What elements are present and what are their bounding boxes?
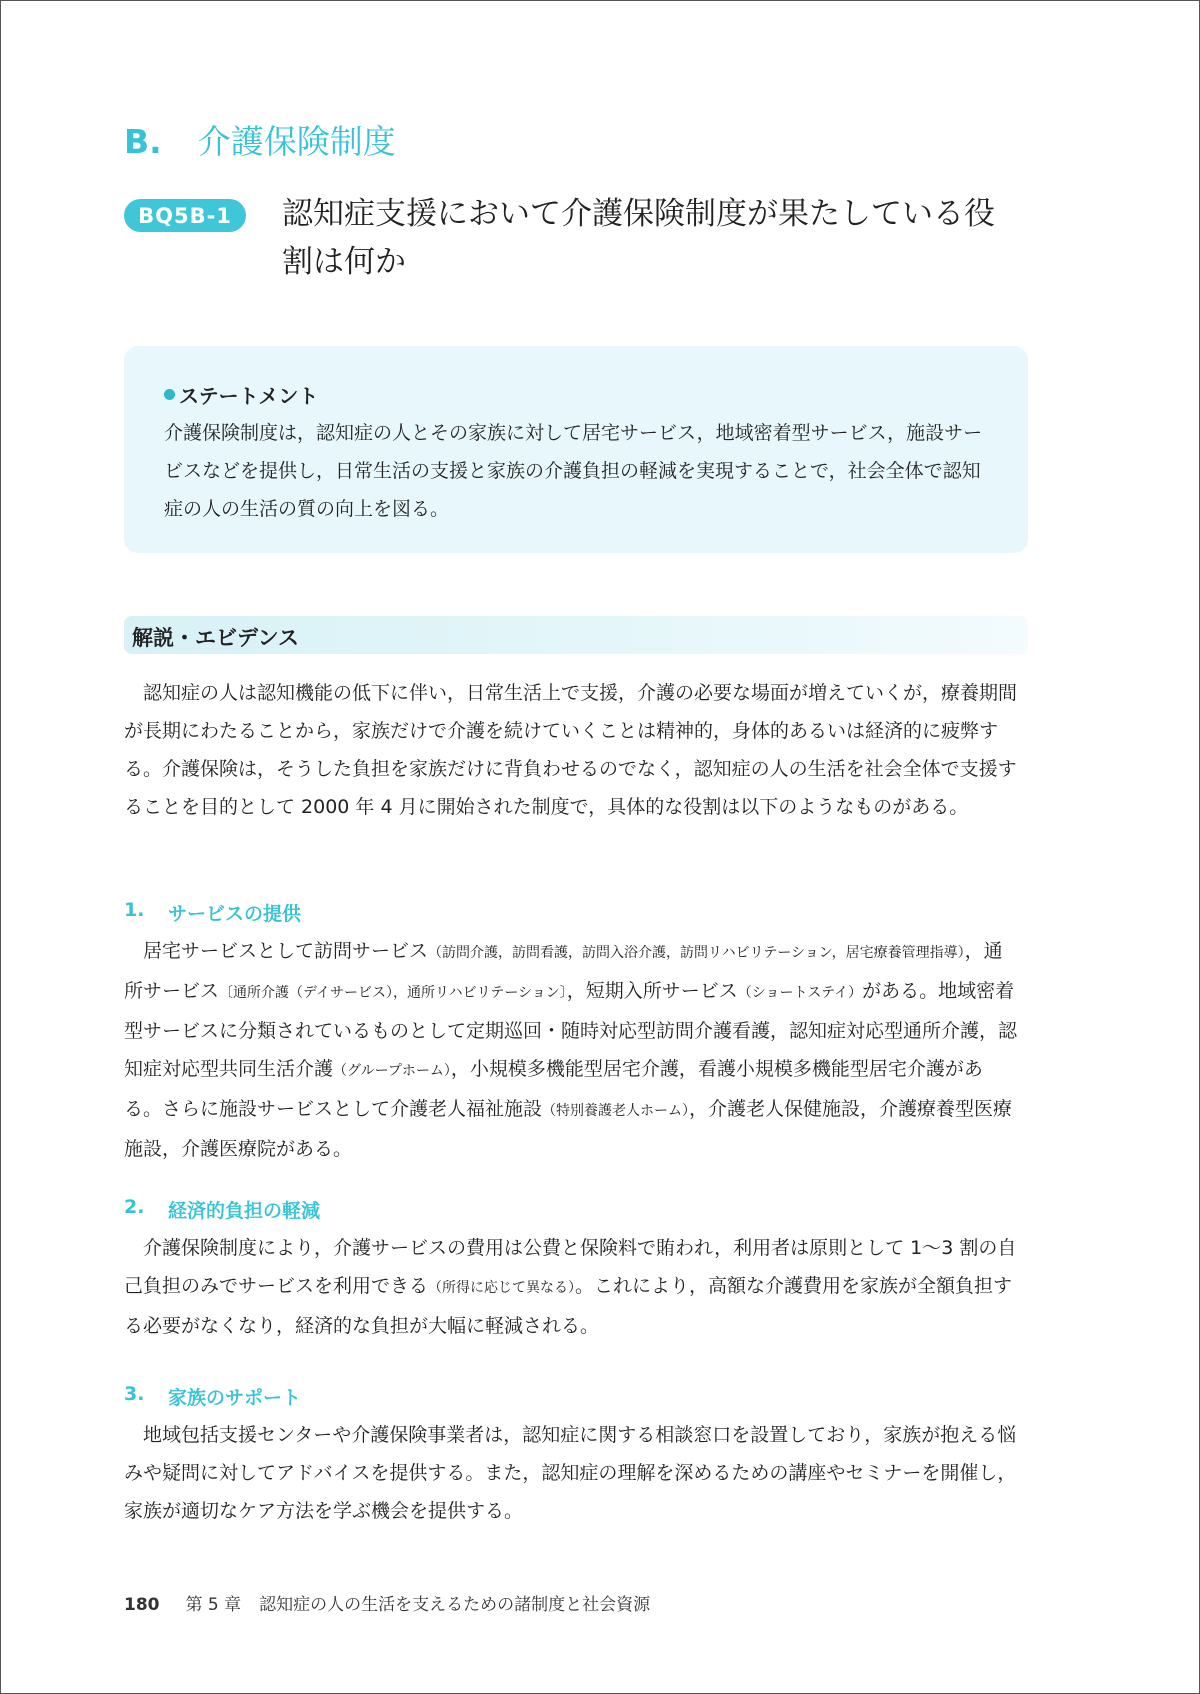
section-title: 介護保険制度: [197, 122, 396, 161]
bq-question: 認知症支援において介護保険制度が果たしている役割は何か: [282, 196, 995, 280]
item-title-2: 経済的負担の軽減: [168, 1200, 321, 1222]
item-body-2: 介護保険制度により，介護サービスの費用は公費と保険料で賄われ，利用者は原則として 1〜3 割の自己負担のみでサービスを利用できる（所得に応じて異なる）。これにより，高額な介護費用を家族が全額負担する必要がなくなり，経済的な負担が大幅に軽減される。: [124, 1237, 1017, 1337]
item-title-3: 家族のサポート: [168, 1387, 302, 1409]
item-heading-1: [124, 899, 301, 926]
item-heading-2: [124, 1196, 320, 1223]
statement-title: ステートメント: [179, 384, 319, 408]
evidence-heading-label: 解説・エビデンス: [132, 626, 299, 650]
section-heading: [124, 116, 396, 163]
item-number-1: 1.: [124, 899, 145, 921]
statement-heading: [164, 380, 318, 409]
chapter-title: 認知症の人の生活を支えるための諸制度と社会資源: [259, 1595, 651, 1615]
item-body-1: 居宅サービスとして訪問サービス（訪問介護，訪問看護，訪問入浴介護，訪問リハビリテーション，居宅療養管理指導），通所サービス〔通所介護（デイサービス），通所リハビリテーション〕，短期入所サービス（ショートステイ）がある。地域密着型サービスに分類されているものとして定期巡回・随時対応型訪問介護看護，認知症対応型通所介護，認知症対応型共同生活介護（グループホーム），小規模多機能型居宅介護，看護小規模多機能型居宅介護がある。さらに施設サービスとして介護老人福祉施設（特別養護老人ホーム），介護老人保健施設，介護療養型医療施設，介護医療院がある。: [124, 940, 1018, 1160]
item-number-2: 2.: [124, 1196, 145, 1218]
section-letter: B.: [124, 122, 162, 161]
bullet-dot-icon: [164, 389, 175, 400]
statement-text: 介護保険制度は，認知症の人とその家族に対して居宅サービス，地域密着型サービス，施設サービスなどを提供し，日常生活の支援と家族の介護負担の軽減を実現することで，社会全体で認知症の人の生活の質の向上を図る。: [164, 422, 983, 520]
evidence-intro: 認知症の人は認知機能の低下に伴い，日常生活上で支援，介護の必要な場面が増えていくが，療養期間が長期にわたることから，家族だけで介護を続けていくことは精神的，身体的あるいは経済的に疲弊する。介護保険は，そうした負担を家族だけに背負わせるのでなく，認知症の人の生活を社会全体で支援することを目的として 2000 年 4 月に開始された制度で，具体的な役割は以下のようなものがある。: [124, 682, 1018, 818]
statement-box: [124, 346, 1028, 553]
page-number: 180: [124, 1595, 160, 1615]
item-body-3: 地域包括支援センターや介護保険事業者は，認知症に関する相談窓口を設置しており，家族が抱える悩みや疑問に対してアドバイスを提供する。また，認知症の理解を深めるための講座やセミナーを開催し，家族が適切なケア方法を学ぶ機会を提供する。: [124, 1424, 1017, 1522]
item-number-3: 3.: [124, 1383, 145, 1405]
page-footer: [124, 1590, 650, 1615]
item-title-1: サービスの提供: [168, 903, 302, 925]
bq-badge: BQ5B-1: [124, 199, 246, 232]
item-heading-3: [124, 1383, 301, 1410]
chapter-label: 第 5 章: [185, 1595, 242, 1615]
evidence-heading: [124, 616, 1028, 654]
